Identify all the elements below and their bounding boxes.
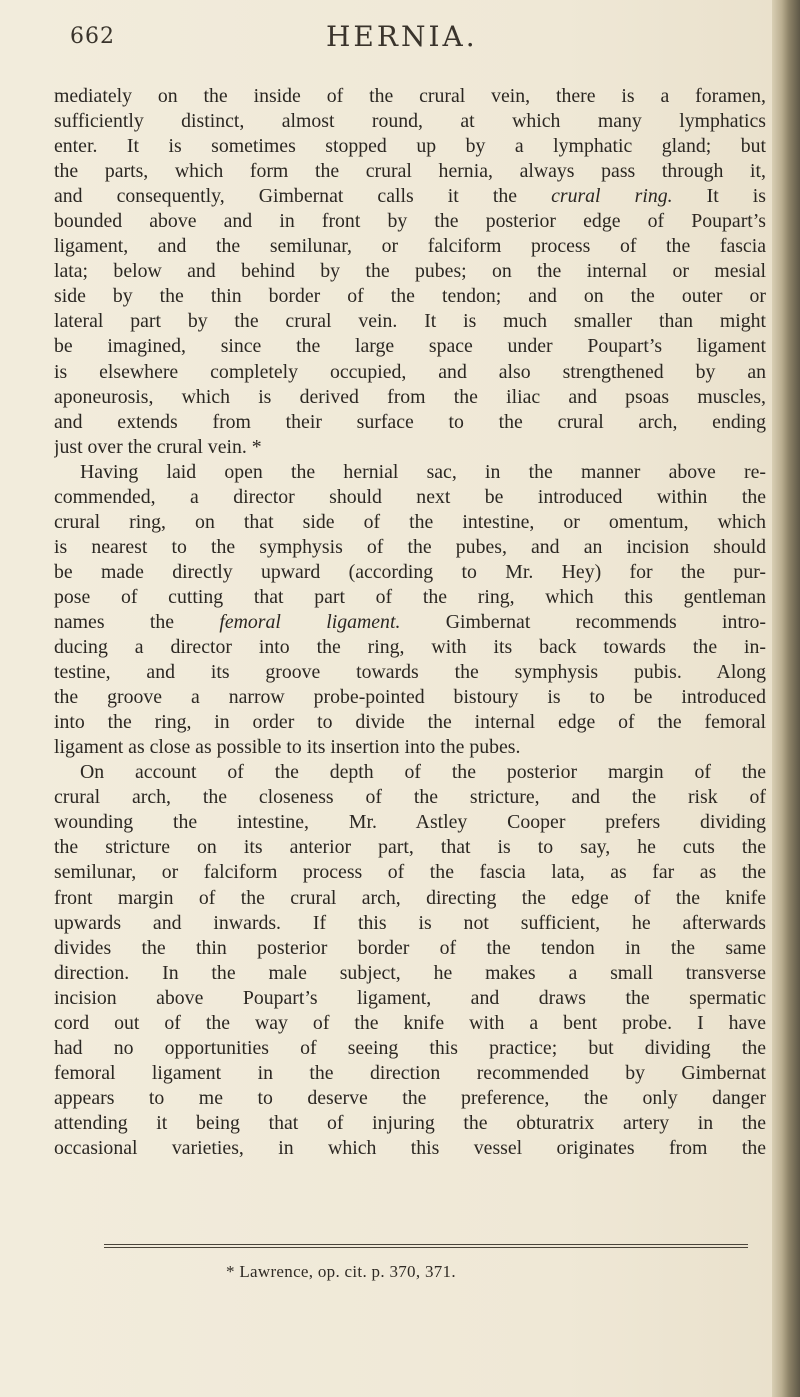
text-line: is elsewhere completely occupied, and also strengthened by an xyxy=(54,360,766,383)
footnote: * Lawrence, op. cit. p. 370, 371. xyxy=(226,1262,456,1281)
text-line: sufficiently distinct, almost round, at which many lymphatics xyxy=(54,110,766,133)
text-line: incision above Poupart’s ligament, and draws the spermatic xyxy=(54,986,766,1009)
text-line: bounded above and in front by the posterior edge of Poupart’s xyxy=(54,210,766,233)
text-line: front margin of the crural arch, directing the edge of the knife xyxy=(54,886,766,909)
text-line: On account of the depth of the posterior margin of the xyxy=(80,761,766,784)
text-line: just over the crural vein. * xyxy=(54,435,262,458)
text-line: the parts, which form the crural hernia, always pass through it, xyxy=(54,160,766,183)
text-line: ligament as close as possible to its insertion into the pubes. xyxy=(54,736,521,759)
text-line: be made directly upward (according to Mr. Hey) for the pur- xyxy=(54,560,766,583)
italic-term: femoral ligament. xyxy=(219,610,401,633)
text-line: ligament, and the semilunar, or falciform process of the fascia xyxy=(54,235,766,258)
text-line: Having laid open the hernial sac, in the manner above re- xyxy=(80,460,766,483)
page-header xyxy=(70,20,730,60)
text-line: upwards and inwards. If this is not sufficient, he afterwards xyxy=(54,911,766,934)
text-line: the groove a narrow probe-pointed bistoury is to be introduced xyxy=(54,686,766,709)
text-line: attending it being that of injuring the obturatrix artery in the xyxy=(54,1111,766,1134)
footnote-rule xyxy=(104,1244,748,1248)
text-line: wounding the intestine, Mr. Astley Cooper prefers dividing xyxy=(54,811,766,834)
text-line: crural ring, on that side of the intestine, or omentum, which xyxy=(54,510,766,533)
text-line: lateral part by the crural vein. It is much smaller than might xyxy=(54,310,766,333)
text-line: commended, a director should next be introduced within the xyxy=(54,485,766,508)
text-line xyxy=(54,610,766,635)
text-line: the stricture on its anterior part, that is to say, he cuts the xyxy=(54,836,766,859)
text-line: testine, and its groove towards the symphysis pubis. Along xyxy=(54,661,766,684)
text-line: femoral ligament in the direction recommended by Gimbernat xyxy=(54,1061,766,1084)
text-line: had no opportunities of seeing this practice; but dividing the xyxy=(54,1036,766,1059)
text-line: and extends from their surface to the crural arch, ending xyxy=(54,410,766,433)
text-line: into the ring, in order to divide the internal edge of the femoral xyxy=(54,711,766,734)
text-line: enter. It is sometimes stopped up by a lymphatic gland; but xyxy=(54,135,766,158)
text-line xyxy=(54,184,766,209)
text-line: occasional varieties, in which this vessel originates from the xyxy=(54,1136,766,1159)
page-edge xyxy=(772,0,800,1397)
text-line: lata; below and behind by the pubes; on the internal or mesial xyxy=(54,260,766,283)
text-line: direction. In the male subject, he makes a small transverse xyxy=(54,961,766,984)
line-text: and consequently, Gimbernat calls it the xyxy=(54,185,552,208)
line-text: It is xyxy=(672,185,766,208)
text-line: cord out of the way of the knife with a bent probe. I have xyxy=(54,1011,766,1034)
text-line: be imagined, since the large space under Poupart’s ligament xyxy=(54,335,766,358)
text-line: pose of cutting that part of the ring, which this gentleman xyxy=(54,585,766,608)
text-line: appears to me to deserve the preference, the only danger xyxy=(54,1086,766,1109)
line-text: Gimbernat recommends intro- xyxy=(400,610,766,633)
body-text xyxy=(54,84,766,1161)
text-line: is nearest to the symphysis of the pubes, and an incision should xyxy=(54,535,766,558)
line-text: names the xyxy=(54,610,220,633)
text-line: semilunar, or falciform process of the fascia lata, as far as the xyxy=(54,861,766,884)
italic-term: crural ring. xyxy=(551,185,673,208)
text-line: divides the thin posterior border of the tendon in the same xyxy=(54,936,766,959)
text-line: crural arch, the closeness of the stricture, and the risk of xyxy=(54,786,766,809)
page-number: 662 xyxy=(70,24,115,49)
text-line: aponeurosis, which is derived from the iliac and psoas muscles, xyxy=(54,385,766,408)
running-head: HERNIA. xyxy=(326,20,478,53)
text-line: side by the thin border of the tendon; and on the outer or xyxy=(54,285,766,308)
text-line: ducing a director into the ring, with its back towards the in- xyxy=(54,636,766,659)
text-line: mediately on the inside of the crural vein, there is a foramen, xyxy=(54,85,766,107)
